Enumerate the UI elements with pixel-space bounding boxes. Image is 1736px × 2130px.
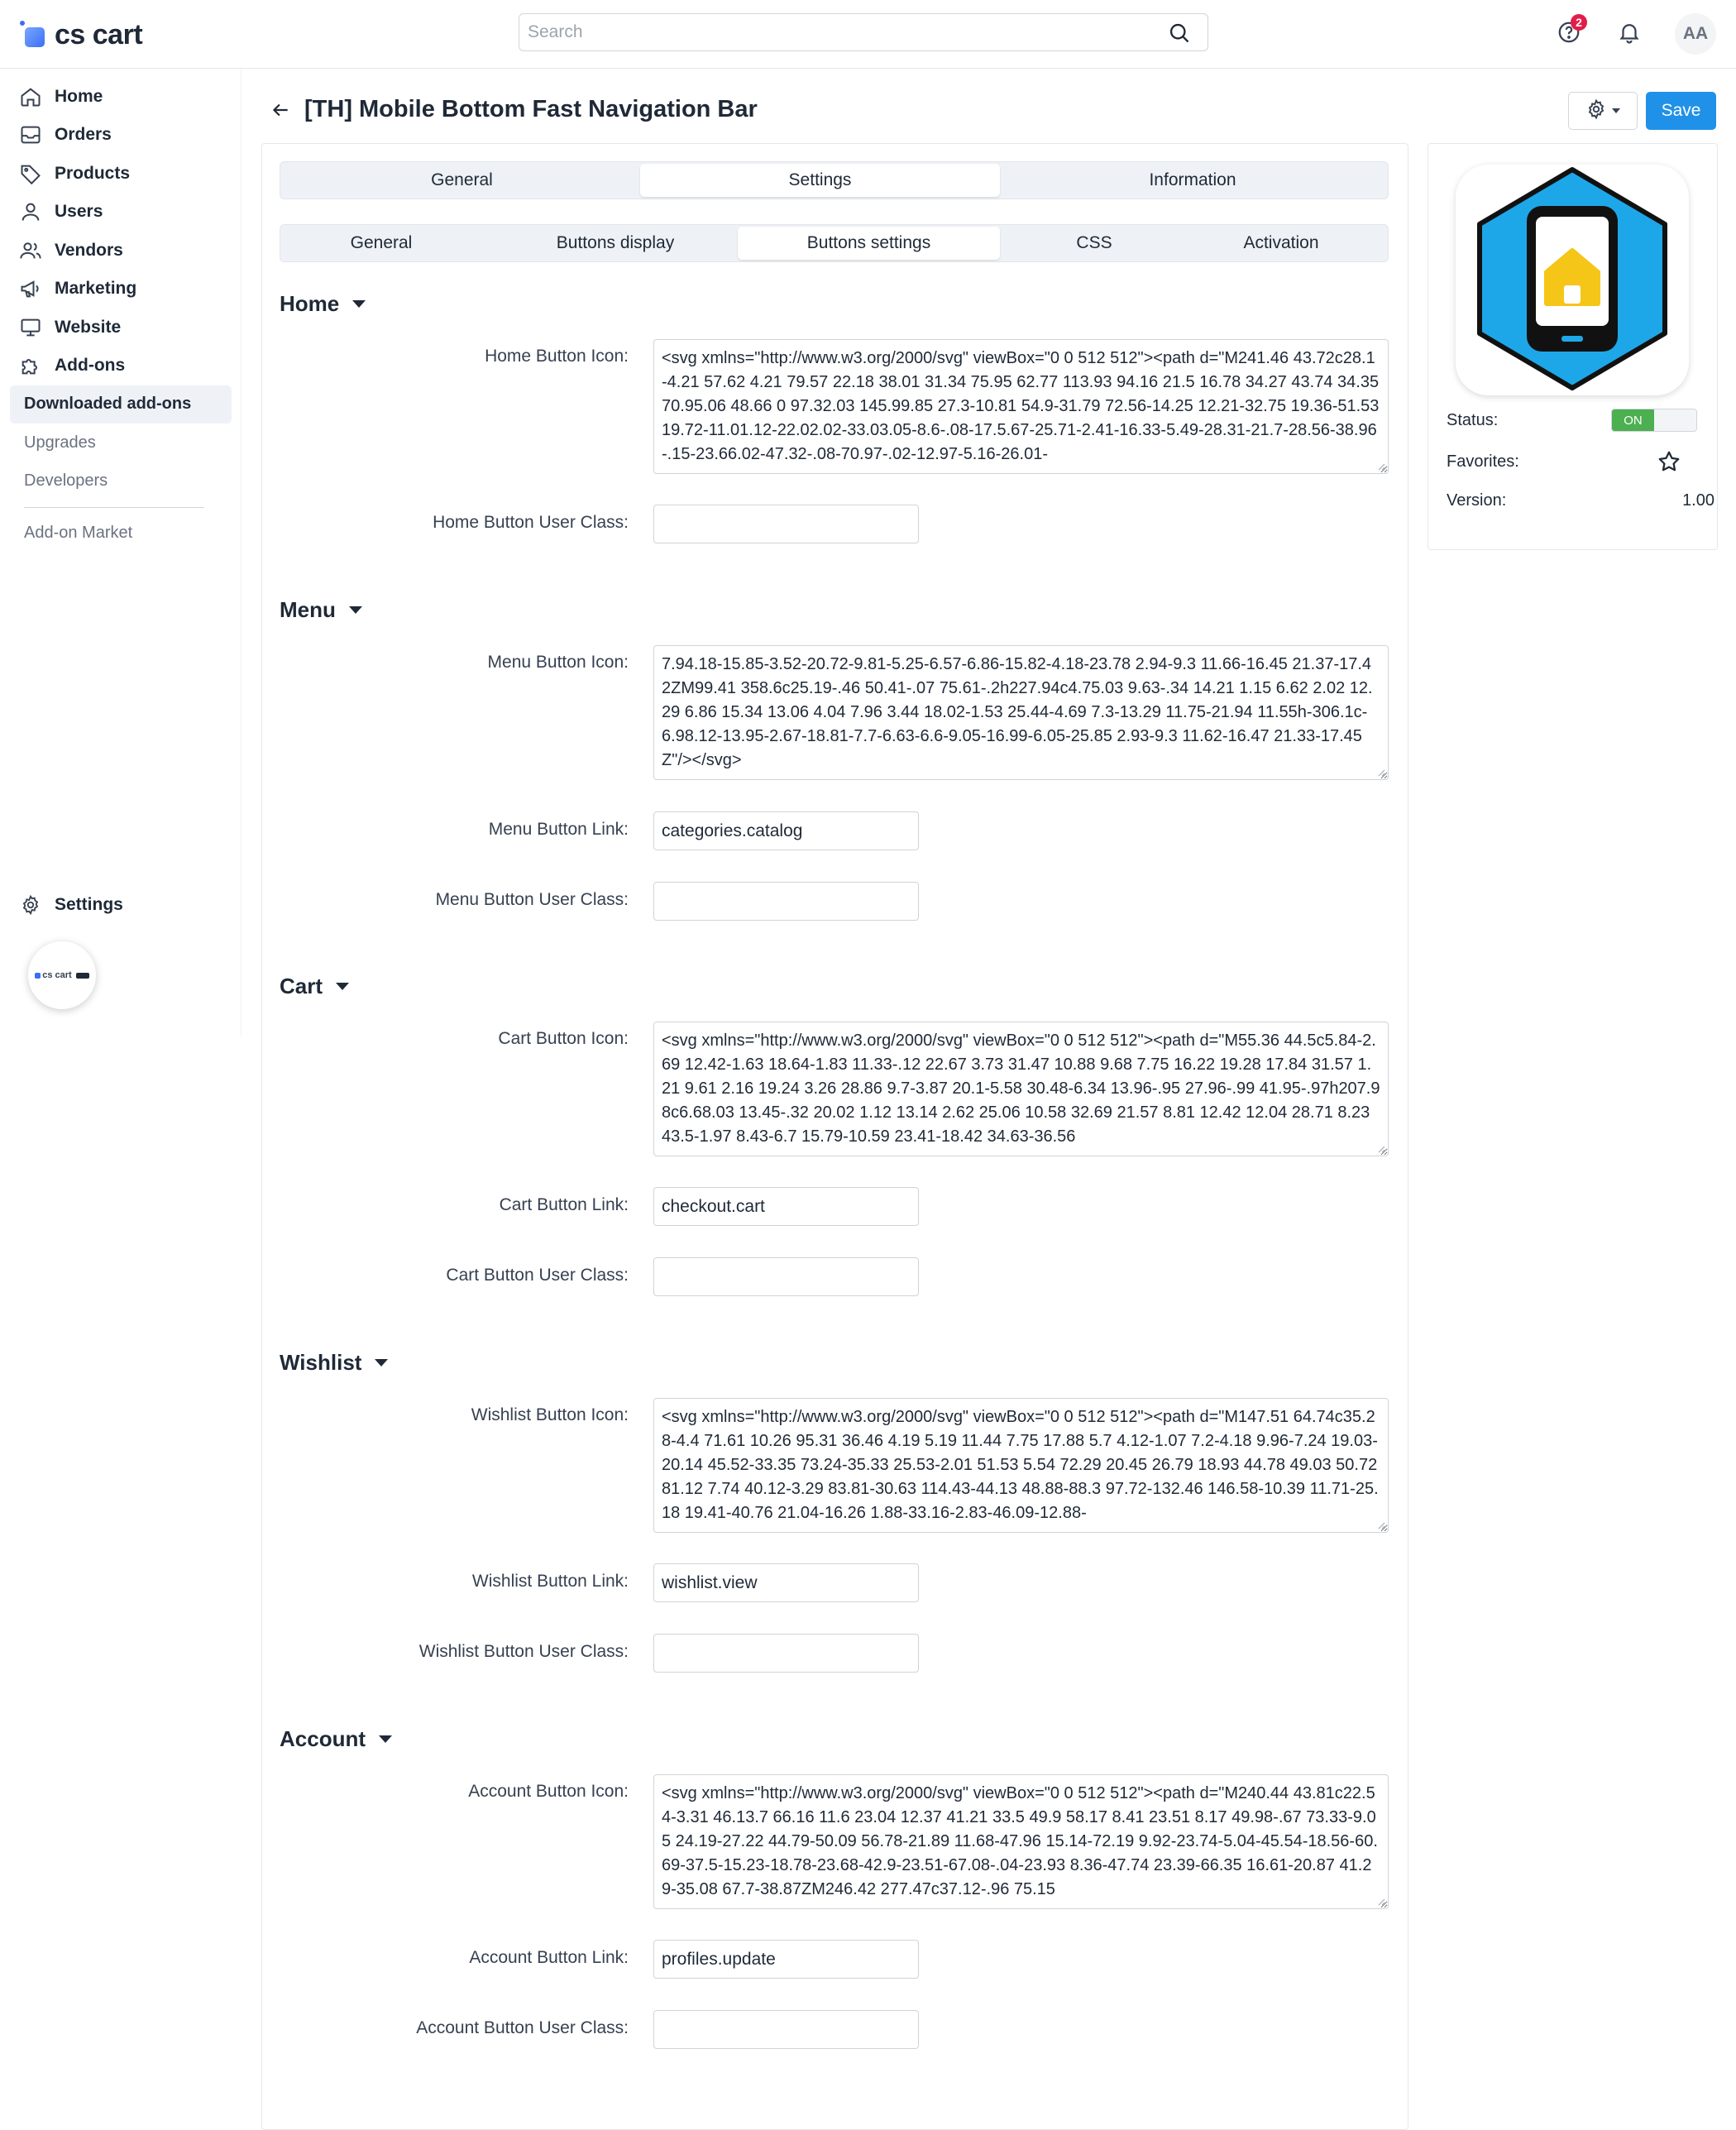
sidebar-subitem-upgrades[interactable]: Upgrades <box>24 433 96 452</box>
sidebar-item-label: Home <box>55 87 103 106</box>
sidebar-item-label: Marketing <box>55 279 137 298</box>
caret-down-icon <box>1612 108 1620 113</box>
sidebar-item-label: Orders <box>55 125 112 144</box>
sidebar-subitem-downloaded-add-ons[interactable]: Downloaded add-ons <box>24 395 192 413</box>
bell-icon <box>1617 20 1642 49</box>
page-title: [TH] Mobile Bottom Fast Navigation Bar <box>304 96 758 122</box>
wishlist-icon-label: Wishlist Button Icon: <box>471 1405 629 1424</box>
version-label: Version: <box>1447 491 1507 510</box>
subtab-general[interactable]: General <box>350 233 413 252</box>
caret-down-icon <box>379 1735 392 1743</box>
tab-information[interactable]: Information <box>1149 170 1236 189</box>
sidebar-item-marketing[interactable] <box>17 272 136 305</box>
section-title: Cart <box>280 974 323 998</box>
cart-icon-textarea[interactable]: <svg xmlns="http://www.w3.org/2000/svg" viewBox="0 0 512 512"><path d="M55.36 44.5c5.84-2.69 12.42-1.63 18.64-1.83 11.33-.12 22.67 3.73 31.47 10.88 9.68 7.75 16.22 19.28 17.84 31.57 1.21 9.61 2.16 19.24 3.26 28.86 9.7-3.87 20.1-5.58 30.48-6.34 13.96-.95 27.96-.99 41.95-.97h207.98c6.68.03 13.45-.32 20.02 1.12 13.14 2.62 25.06 10.58 32.69 21.57 8.81 12.42 12.04 28.71 8.23 43.5-1.97 8.43-6.7 15.79-10.59 23.41-18.42 34.63-36.56 <box>653 1022 1389 1156</box>
wishlist-icon-textarea[interactable]: <svg xmlns="http://www.w3.org/2000/svg" viewBox="0 0 512 512"><path d="M147.51 64.74c35.28-4.4 71.61 10.26 95.31 36.46 4.19 5.19 11.44 7.75 17.88 5.7 4.12-1.07 7.2-4.18 9.96-7.24 19.03-20.14 45.52-33.35 73.24-35.33 25.53-2.01 51.53 5.54 72.29 20.45 26.79 18.93 44.78 49.03 50.72 81.12 7.74 40.12-3.29 83.81-30.63 114.43-44.13 48.88-88.3 97.72-132.46 146.58-10.39 11.71-25.18 19.41-40.76 21.04-16.26 1.88-33.16-2.83-46.09-12.88- <box>653 1398 1389 1533</box>
menu-userclass-label: Menu Button User Class: <box>435 890 629 909</box>
puzzle-icon <box>17 352 45 380</box>
tab-settings[interactable]: Settings <box>640 164 1000 197</box>
inbox-icon <box>17 121 45 149</box>
addon-image <box>1456 165 1689 395</box>
section-home-toggle[interactable] <box>280 291 366 317</box>
users-icon <box>17 237 45 265</box>
home-icon-label: Home Button Icon: <box>485 347 629 366</box>
home-icon <box>17 83 45 111</box>
account-link-label: Account Button Link: <box>469 1948 629 1967</box>
section-title: Home <box>280 291 340 316</box>
caret-down-icon <box>352 300 366 308</box>
back-button[interactable] <box>266 98 294 126</box>
home-userclass-label: Home Button User Class: <box>433 513 629 532</box>
subtab-buttons-settings[interactable]: Buttons settings <box>738 227 1000 260</box>
sidebar-item-settings[interactable] <box>17 888 123 921</box>
primary-tabs <box>280 161 1389 199</box>
section-cart-toggle[interactable] <box>280 974 349 999</box>
sidebar-item-orders[interactable] <box>17 118 112 151</box>
cart-link-input[interactable] <box>653 1187 919 1226</box>
caret-down-icon <box>375 1359 388 1367</box>
search-icon[interactable] <box>1168 22 1191 49</box>
account-userclass-label: Account Button User Class: <box>416 2018 629 2037</box>
logo-text: cs cart <box>55 18 143 50</box>
sidebar-item-label: Vendors <box>55 241 123 260</box>
wishlist-userclass-input[interactable] <box>653 1634 919 1673</box>
notifications-button[interactable] <box>1611 16 1648 52</box>
megaphone-icon <box>17 275 45 303</box>
mobile-home-hexagon-icon <box>1456 165 1689 395</box>
cart-icon-label: Cart Button Icon: <box>498 1029 629 1048</box>
cart-link-label: Cart Button Link: <box>499 1195 629 1214</box>
status-toggle[interactable] <box>1611 409 1697 432</box>
version-value: 1.00 <box>1682 491 1714 510</box>
section-title: Account <box>280 1726 366 1751</box>
wishlist-link-input[interactable] <box>653 1563 919 1602</box>
sidebar-item-vendors[interactable] <box>17 234 123 267</box>
save-button[interactable]: Save <box>1646 92 1716 130</box>
favorites-label: Favorites: <box>1447 452 1519 471</box>
arrow-left-icon <box>270 99 291 125</box>
secondary-tabs <box>280 224 1389 262</box>
menu-icon-textarea[interactable]: 7.94.18-15.85-3.52-20.72-9.81-5.25-6.57-6.86-15.82-4.18-23.78 2.94-9.3 11.66-16.45 21.37-17.42ZM99.41 358.6c25.19-.46 50.41-.07 75.61-.2h227.94c4.75.03 9.63-.34 14.21 1.15 6.62 2.02 12.29 6.86 15.34 13.06 4.04 7.96 3.44 18.02-1.53 25.44-4.69 7.3-13.29 11.75-21.94 11.55h-306.1c-6.98.12-13.95-2.67-18.81-7.7-6.63-6.6-9.05-16.99-6.05-25.85 2.93-9.3 11.62-16.47 21.33-17.45Z"/></svg> <box>653 645 1389 780</box>
account-userclass-input[interactable] <box>653 2010 919 2049</box>
cart-userclass-input[interactable] <box>653 1257 919 1296</box>
search-input[interactable] <box>519 14 1156 50</box>
logo-icon <box>20 21 48 49</box>
subtab-buttons-display[interactable]: Buttons display <box>556 233 675 252</box>
sidebar-item-label: Users <box>55 202 103 221</box>
menu-link-input[interactable] <box>653 811 919 850</box>
gear-icon <box>1585 98 1607 124</box>
wishlist-userclass-label: Wishlist Button User Class: <box>418 1642 629 1661</box>
top-bar <box>0 0 1736 69</box>
home-icon-textarea[interactable]: <svg xmlns="http://www.w3.org/2000/svg" viewBox="0 0 512 512"><path d="M241.46 43.72c28.1-4.21 57.62 4.21 79.57 22.18 38.01 31.34 75.95 62.77 113.93 94.16 21.5 16.78 34.27 43.74 34.35 70.95.06 48.66 0 97.32.03 145.99.85 27.3-10.81 54.9-31.79 72.56-14.25 12.21-32.75 19.36-51.53 19.72-11.01.12-22.02.02-33.03.05-8.6-.08-17.5.67-25.71-2.41-16.33-5.49-28.31-21.7-28.56-38.96-.15-23.66.02-47.32-.08-70.97-.02-12.97-5.16-26.01- <box>653 339 1389 474</box>
avatar[interactable]: AA <box>1675 13 1716 55</box>
sidebar-item-label: Settings <box>55 895 123 914</box>
section-title: Wishlist <box>280 1350 362 1375</box>
notification-badge: 2 <box>1571 14 1587 31</box>
gear-icon <box>17 891 45 919</box>
sidebar-item-label: Add-ons <box>55 356 126 375</box>
tag-icon <box>17 160 45 188</box>
status-on-value: ON <box>1612 409 1654 431</box>
sidebar-item-label: Products <box>55 164 131 183</box>
sidebar-item-add-ons[interactable] <box>17 349 125 382</box>
sidebar-subitem-add-on-market[interactable]: Add-on Market <box>24 524 133 542</box>
monitor-icon <box>17 314 45 342</box>
caret-down-icon <box>349 606 362 614</box>
sidebar-item-users[interactable] <box>17 195 103 228</box>
status-label: Status: <box>1447 411 1499 429</box>
star-icon[interactable] <box>1657 449 1681 478</box>
menu-userclass-input[interactable] <box>653 882 919 921</box>
account-link-input[interactable] <box>653 1940 919 1979</box>
section-wishlist-toggle[interactable] <box>280 1350 388 1376</box>
section-account-toggle[interactable] <box>280 1726 392 1752</box>
bubble-logo: cs cart <box>35 970 88 980</box>
search-box[interactable] <box>519 13 1208 51</box>
home-userclass-input[interactable] <box>653 505 919 543</box>
sidebar-item-website[interactable] <box>17 311 121 344</box>
cs-cart-bubble-button[interactable] <box>28 941 96 1009</box>
sidebar-divider <box>24 507 204 508</box>
subtab-activation[interactable]: Activation <box>1243 233 1319 252</box>
settings-dropdown-button[interactable] <box>1568 92 1638 130</box>
caret-down-icon <box>336 983 349 990</box>
tab-general[interactable]: General <box>431 170 493 189</box>
sidebar-subitem-developers[interactable]: Developers <box>24 471 108 490</box>
wishlist-link-label: Wishlist Button Link: <box>471 1572 629 1591</box>
account-icon-textarea[interactable]: <svg xmlns="http://www.w3.org/2000/svg" viewBox="0 0 512 512"><path d="M240.44 43.81c22.54-3.31 46.13.7 66.16 11.6 23.04 12.37 41.21 33.5 49.9 58.17 8.41 23.51 8.17 49.98-.67 73.33-9.05 24.19-27.22 44.79-50.09 56.78-21.89 11.68-47.96 15.14-72.19 9.92-23.74-5.04-45.54-18.56-60.69-37.5-15.23-18.78-23.68-42.9-23.51-67.08-.04-23.93 8.36-47.74 23.39-66.35 16.61-20.87 41.29-35.08 67.7-38.87ZM246.42 277.47c37.12-.96 75.15 <box>653 1774 1389 1909</box>
account-icon-label: Account Button Icon: <box>468 1782 629 1801</box>
sidebar-item-label: Website <box>55 318 122 337</box>
menu-link-label: Menu Button Link: <box>488 820 629 839</box>
cs-cart-logo[interactable] <box>20 18 142 51</box>
section-menu-toggle[interactable] <box>280 597 362 623</box>
user-icon <box>17 198 45 226</box>
sidebar-item-home[interactable] <box>17 80 103 113</box>
menu-icon-label: Menu Button Icon: <box>487 653 629 672</box>
section-title: Menu <box>280 597 336 622</box>
help-notifications-button[interactable] <box>1551 16 1587 52</box>
sidebar-item-products[interactable] <box>17 157 130 190</box>
subtab-css[interactable]: CSS <box>1076 233 1112 252</box>
cart-userclass-label: Cart Button User Class: <box>446 1266 629 1285</box>
